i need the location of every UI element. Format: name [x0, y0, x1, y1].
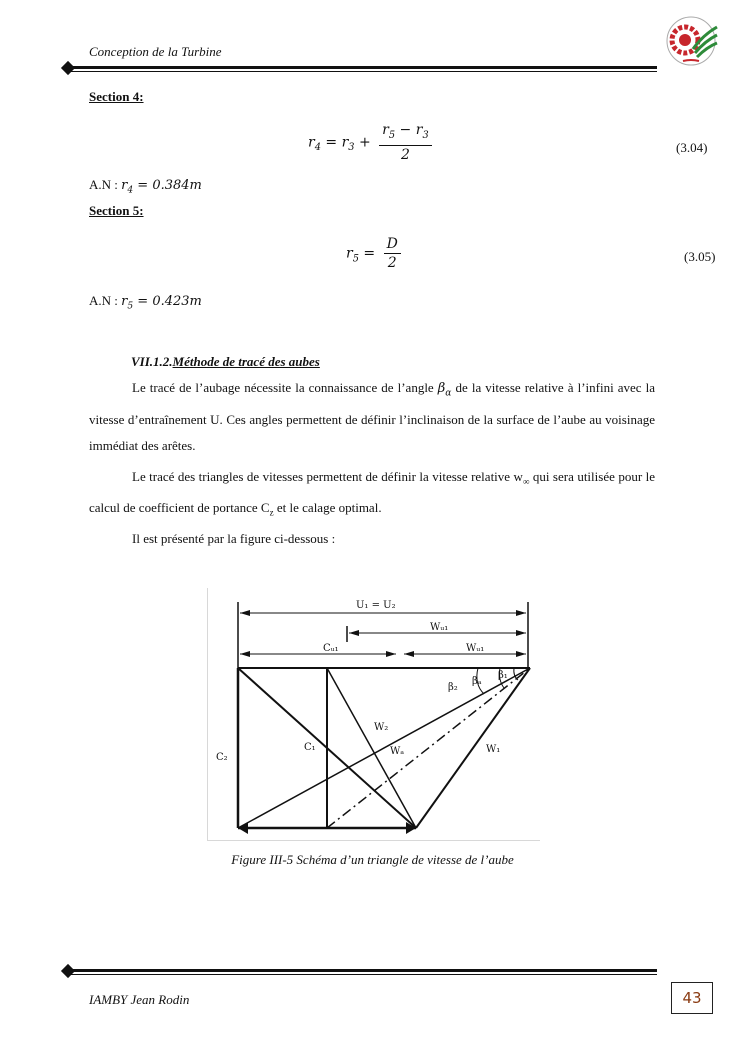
section-5-heading: Section 5:	[89, 203, 144, 218]
label-cu1: Cᵤ₁	[323, 643, 339, 654]
label-beta-a: βₐ	[472, 676, 482, 687]
label-beta2: β₂	[448, 682, 458, 693]
paragraph-figure-intro: Il est présenté par la figure ci-dessous :	[132, 531, 336, 546]
label-u1-u2: U₁ = U₂	[356, 600, 396, 611]
section-4-numeric-application: A.N : $r_4 = 0.384m$	[89, 177, 202, 196]
paragraph-velocity-triangles: Le tracé des triangles de vitesses permettent de définir la vitesse relative $w_\infty$ qui sera utilisée pour le calcul de coefficient de portance $C_z$ et le calage optimal.	[89, 469, 655, 518]
label-c2: C₂	[216, 752, 228, 763]
label-w1: W₁	[486, 744, 501, 755]
footer-rule-diamond	[61, 964, 75, 978]
equation-3-05: $r_5$ = $\frac{D}{2}$	[346, 236, 401, 271]
label-beta1: β₁	[498, 670, 508, 681]
footer-author: IAMBY Jean Rodin	[89, 992, 190, 1007]
header-rule-diamond	[61, 61, 75, 75]
paragraph-blade-angle: Le tracé de l’aubage nécessite la connaissance de l’angle $\beta_\alpha$ de la vitesse relative à l’infini avec la vitesse d’entraînement U. Ces angles permettent de définir l’inclinaison de la surface de l’aube au voisinage immédiat des arêtes.	[89, 380, 656, 453]
figure-caption: Figure III-5 Schéma d’un triangle de vitesse de l’aube	[231, 852, 514, 867]
university-logo	[663, 15, 719, 67]
equation-number-3-04: (3.04)	[676, 140, 708, 155]
label-c1: C₁	[304, 742, 316, 753]
label-wa: Wₐ	[390, 746, 405, 757]
equation-3-04: $r_4 = r_3$ + $\frac{r_5 - r_3}{2}$	[308, 122, 432, 163]
subsection-heading: VII.1.2.Méthode de tracé des aubes	[131, 354, 320, 369]
section-5-numeric-application: A.N : $r_5 = 0.423m$	[89, 293, 202, 312]
label-wu1: Wᵤ₁	[466, 643, 485, 654]
running-header: Conception de la Turbine	[89, 44, 222, 59]
label-w2: W₂	[374, 722, 389, 733]
label-wu1-top: Wᵤ₁	[430, 622, 449, 633]
section-4-heading: Section 4:	[89, 89, 144, 104]
page-number: 43	[671, 982, 713, 1014]
equation-number-3-05: (3.05)	[684, 249, 716, 264]
velocity-triangle-figure	[207, 588, 540, 841]
